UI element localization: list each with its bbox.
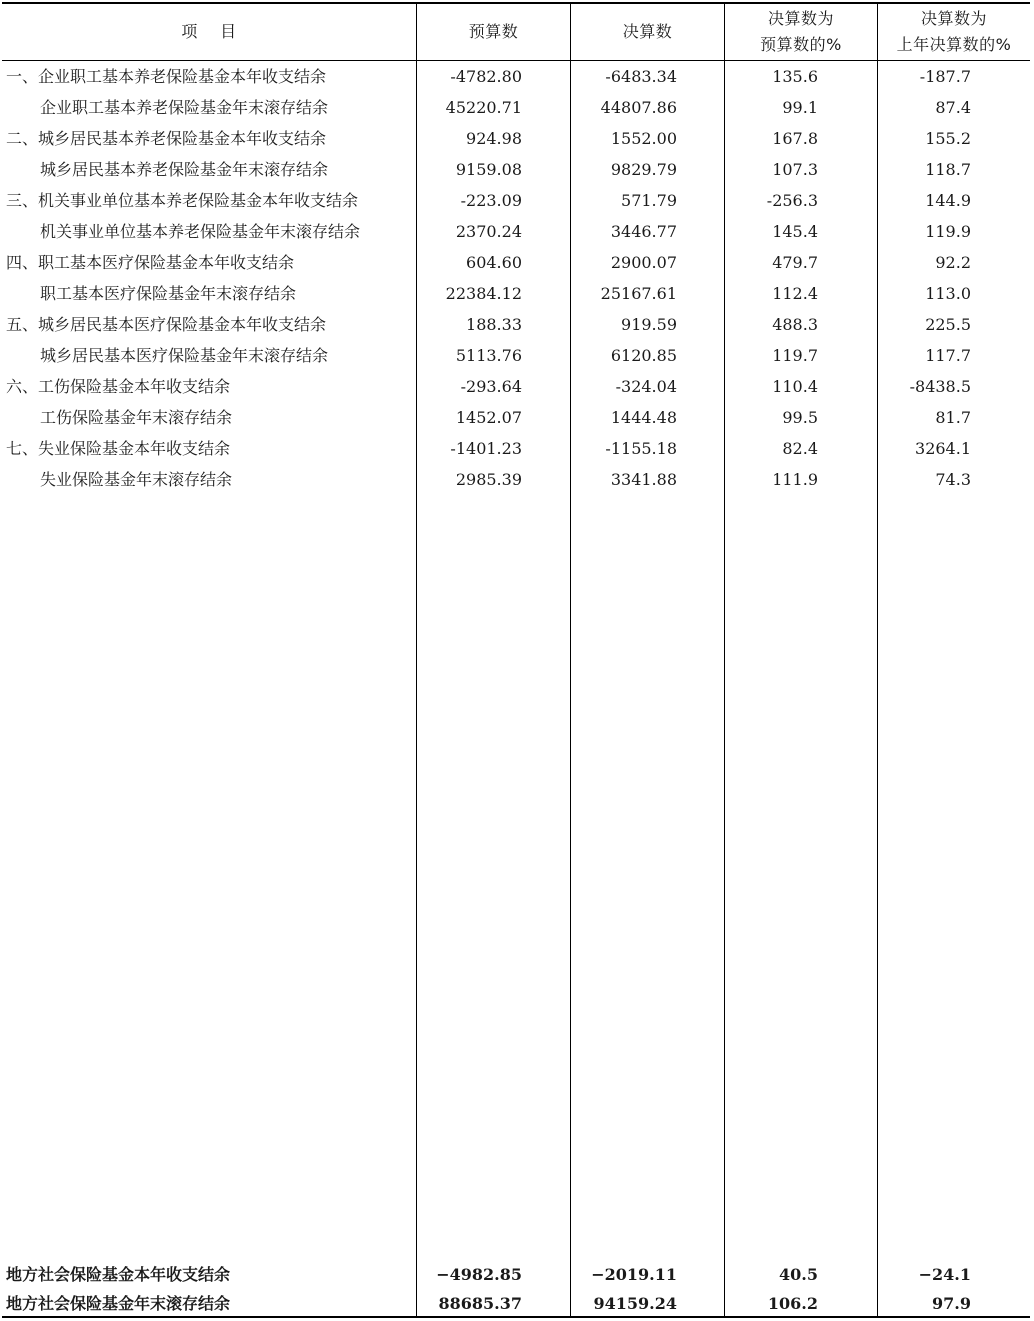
row-label: 机关事业单位基本养老保险基金年末滚存结余: [40, 222, 361, 241]
table-row: [0, 216, 1034, 247]
pct-of-prev-year-value: 144.9: [925, 191, 971, 210]
pct-of-budget-value: 110.4: [772, 377, 818, 396]
pct-of-prev-year-value: 97.9: [932, 1294, 971, 1313]
header-pct-of-prev-year-line2: 上年决算数的%: [896, 35, 1012, 54]
table-row: [0, 154, 1034, 185]
header-pct-of-budget-line2: 预算数的%: [760, 35, 842, 54]
row-label: 七、失业保险基金本年收支结余: [6, 439, 231, 458]
budget-value: 88685.37: [438, 1294, 522, 1313]
row-label: 职工基本医疗保险基金年末滚存结余: [40, 284, 297, 303]
table-row: [0, 433, 1034, 464]
table-row: [0, 371, 1034, 402]
pct-of-prev-year-value: 81.7: [935, 408, 971, 427]
row-label: 三、机关事业单位基本养老保险基金本年收支结余: [6, 191, 359, 210]
table-row: [0, 340, 1034, 371]
budget-value: 45220.71: [445, 98, 522, 117]
row-label: 工伤保险基金年末滚存结余: [40, 408, 233, 427]
header-pct-of-prev-year-line1: 决算数为: [920, 9, 987, 28]
pct-of-budget-value: 488.3: [772, 315, 818, 334]
row-label: 城乡居民基本养老保险基金年末滚存结余: [40, 160, 329, 179]
pct-of-prev-year-value: 92.2: [935, 253, 971, 272]
row-label: 六、工伤保险基金本年收支结余: [6, 377, 231, 396]
pct-of-budget-value: 119.7: [772, 346, 818, 365]
pct-of-prev-year-value: 119.9: [925, 222, 971, 241]
pct-of-prev-year-value: 117.7: [925, 346, 971, 365]
pct-of-budget-value: 99.5: [782, 408, 818, 427]
total-row: [0, 1259, 1034, 1290]
pct-of-prev-year-value: 155.2: [925, 129, 971, 148]
pct-of-budget-value: 167.8: [772, 129, 818, 148]
budget-value: 22384.12: [445, 284, 522, 303]
pct-of-prev-year-value: 118.7: [925, 160, 971, 179]
pct-of-budget-value: 40.5: [779, 1265, 818, 1284]
pct-of-budget-value: 135.6: [772, 67, 818, 86]
final-value: -6483.34: [605, 67, 677, 86]
final-value: 25167.61: [600, 284, 677, 303]
final-value: 3341.88: [610, 470, 677, 489]
final-value: 44807.86: [600, 98, 677, 117]
budget-value: -1401.23: [450, 439, 522, 458]
table-row: [0, 464, 1034, 495]
final-value: 571.79: [621, 191, 677, 210]
row-label: 城乡居民基本医疗保险基金年末滚存结余: [40, 346, 329, 365]
final-value: 9829.79: [610, 160, 677, 179]
table-row: [0, 402, 1034, 433]
header-item: [2, 4, 416, 60]
row-label: 四、职工基本医疗保险基金本年收支结余: [6, 253, 295, 272]
pct-of-prev-year-value: 87.4: [935, 98, 971, 117]
row-label: 地方社会保险基金本年收支结余: [6, 1265, 231, 1284]
pct-of-budget-value: 145.4: [772, 222, 818, 241]
budget-value: 604.60: [466, 253, 522, 272]
row-label: 地方社会保险基金年末滚存结余: [6, 1294, 231, 1313]
budget-value: 188.33: [466, 315, 522, 334]
header-budget-label: 预算数: [468, 22, 519, 41]
header-pct-of-prev-year: [878, 4, 1030, 60]
final-value: 2900.07: [610, 253, 677, 272]
header-pct-of-budget: [725, 4, 877, 60]
table-row: [0, 278, 1034, 309]
budget-value: 9159.08: [455, 160, 522, 179]
row-label: 企业职工基本养老保险基金年末滚存结余: [40, 98, 329, 117]
final-value: 1444.48: [610, 408, 677, 427]
pct-of-budget-value: 112.4: [772, 284, 818, 303]
pct-of-prev-year-value: -187.7: [919, 67, 971, 86]
final-value: −2019.11: [591, 1265, 677, 1284]
header-pct-of-budget-line1: 决算数为: [767, 9, 834, 28]
pct-of-budget-value: 111.9: [772, 470, 818, 489]
pct-of-prev-year-value: 74.3: [935, 470, 971, 489]
table-row: [0, 123, 1034, 154]
row-label: 一、企业职工基本养老保险基金本年收支结余: [6, 67, 327, 86]
final-value: 6120.85: [610, 346, 677, 365]
table-row: [0, 92, 1034, 123]
final-value: 94159.24: [593, 1294, 677, 1313]
header-item-label: 项 目: [181, 22, 237, 41]
final-value: -324.04: [615, 377, 677, 396]
budget-value: -223.09: [460, 191, 522, 210]
total-row: [0, 1288, 1034, 1319]
budget-value: −4982.85: [436, 1265, 522, 1284]
budget-value: 2985.39: [455, 470, 522, 489]
table-row: [0, 185, 1034, 216]
budget-value: -4782.80: [450, 67, 522, 86]
pct-of-prev-year-value: −24.1: [918, 1265, 971, 1284]
table-row: [0, 61, 1034, 92]
header-final: [571, 4, 724, 60]
row-label: 失业保险基金年末滚存结余: [40, 470, 233, 489]
header-budget: [417, 4, 570, 60]
pct-of-prev-year-value: -8438.5: [909, 377, 971, 396]
table-row: [0, 309, 1034, 340]
pct-of-prev-year-value: 225.5: [925, 315, 971, 334]
pct-of-prev-year-value: 113.0: [925, 284, 971, 303]
final-value: 919.59: [621, 315, 677, 334]
table-row: [0, 247, 1034, 278]
budget-value: -293.64: [460, 377, 522, 396]
final-value: 3446.77: [610, 222, 677, 241]
pct-of-prev-year-value: 3264.1: [915, 439, 971, 458]
header-final-label: 决算数: [622, 22, 673, 41]
pct-of-budget-value: 107.3: [772, 160, 818, 179]
pct-of-budget-value: 99.1: [782, 98, 818, 117]
final-value: -1155.18: [605, 439, 677, 458]
pct-of-budget-value: 479.7: [772, 253, 818, 272]
budget-value: 1452.07: [455, 408, 522, 427]
final-value: 1552.00: [610, 129, 677, 148]
budget-value: 924.98: [466, 129, 522, 148]
pct-of-budget-value: 82.4: [782, 439, 818, 458]
pct-of-budget-value: -256.3: [766, 191, 818, 210]
row-label: 二、城乡居民基本养老保险基金本年收支结余: [6, 129, 327, 148]
budget-value: 5113.76: [455, 346, 522, 365]
pct-of-budget-value: 106.2: [767, 1294, 818, 1313]
budget-value: 2370.24: [455, 222, 522, 241]
row-label: 五、城乡居民基本医疗保险基金本年收支结余: [6, 315, 327, 334]
